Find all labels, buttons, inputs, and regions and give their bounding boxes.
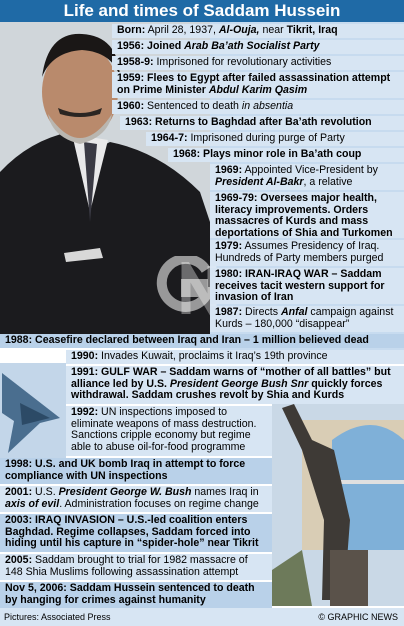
- timeline-entry-1969-79: 1969-79: Oversees major health, literacy improvements. Orders massacres of Kurds and mass deportations of Shia and Turkomen: [210, 192, 404, 238]
- timeline-entry-1969: 1969: Appointed Vice-President by President Al-Bakr, a relative: [210, 164, 404, 190]
- fighter-jet-photo: [0, 363, 66, 458]
- graphic-news-watermark-n-icon: [156, 262, 218, 316]
- page-title: Life and times of Saddam Hussein: [0, 0, 404, 22]
- timeline-entry-2005: 2005: Saddam brought to trial for 1982 massacre of 148 Shia Muslims following assassination attempt: [0, 554, 272, 580]
- timeline-entry-1987: 1987: Directs Anfal campaign against Kurds – 180,000 “disappear”: [210, 306, 404, 332]
- timeline-entry-1964: 1964-7: Imprisoned during purge of Party: [146, 132, 404, 146]
- timeline-entry-1992: 1992: UN inspections imposed to eliminate weapons of mass destruction. Sanctions cripple economy but regime able to abuse oil-for-food programme: [66, 406, 272, 456]
- timeline-entry-1988: 1988: Ceasefire declared between Iraq and Iran – 1 million believed dead: [0, 334, 404, 348]
- timeline-entry-2001: 2001: U.S. President George W. Bush names Iraq in axis of evil. Administration focuses on regime change: [0, 486, 272, 512]
- timeline-entry-1963: 1963: Returns to Baghdad after Ba’ath revolution: [120, 116, 404, 130]
- timeline-entry-born: Born: April 28, 1937, Al-Ouja, near Tikrit, Iraq: [112, 24, 404, 38]
- timeline-entry-1960: 1960: Sentenced to death in absentia: [112, 100, 404, 114]
- source-credit: © GRAPHIC NEWS: [318, 612, 398, 622]
- timeline-entry-1991: 1991: GULF WAR – Saddam warns of “mother of all battles” but alliance led by U.S. President George Bush Snr quickly forces withdrawal. Saddam crushes revolt by Shia and Kurds: [66, 366, 404, 404]
- timeline-entry-2003: 2003: IRAQ INVASION – U.S.-led coalition enters Baghdad. Regime collapses, Saddam forced into hiding until his capture in “spider-hole” near Tikrit: [0, 514, 272, 552]
- timeline-entry-1958: 1958-9: Imprisoned for revolutionary activities: [112, 56, 404, 70]
- timeline-entry-2006: Nov 5, 2006: Saddam Hussein sentenced to death by hanging for crimes against humanity: [0, 582, 272, 608]
- timeline-entry-1980: 1980: IRAN-IRAQ WAR – Saddam receives tacit western support for invasion of Iran: [210, 268, 404, 304]
- timeline-entry-1959: 1959: Flees to Egypt after failed assassination attempt on Prime Minister Abdul Karim Qasim: [112, 72, 404, 98]
- timeline-entry-1956: 1956: Joined Arab Ba’ath Socialist Party: [112, 40, 404, 54]
- photo-credit: Pictures: Associated Press: [4, 612, 111, 622]
- timeline-entry-1990: 1990: Invades Kuwait, proclaims it Iraq’s 19th province: [66, 350, 404, 364]
- footer: [0, 608, 404, 626]
- timeline-entry-1998: 1998: U.S. and UK bomb Iraq in attempt to force compliance with UN inspections: [0, 458, 272, 484]
- timeline-entry-1979: 1979: Assumes Presidency of Iraq. Hundreds of Party members purged: [210, 240, 404, 266]
- statue-toppling-photo: [272, 400, 404, 606]
- timeline-entry-1968: 1968: Plays minor role in Ba’ath coup: [168, 148, 404, 162]
